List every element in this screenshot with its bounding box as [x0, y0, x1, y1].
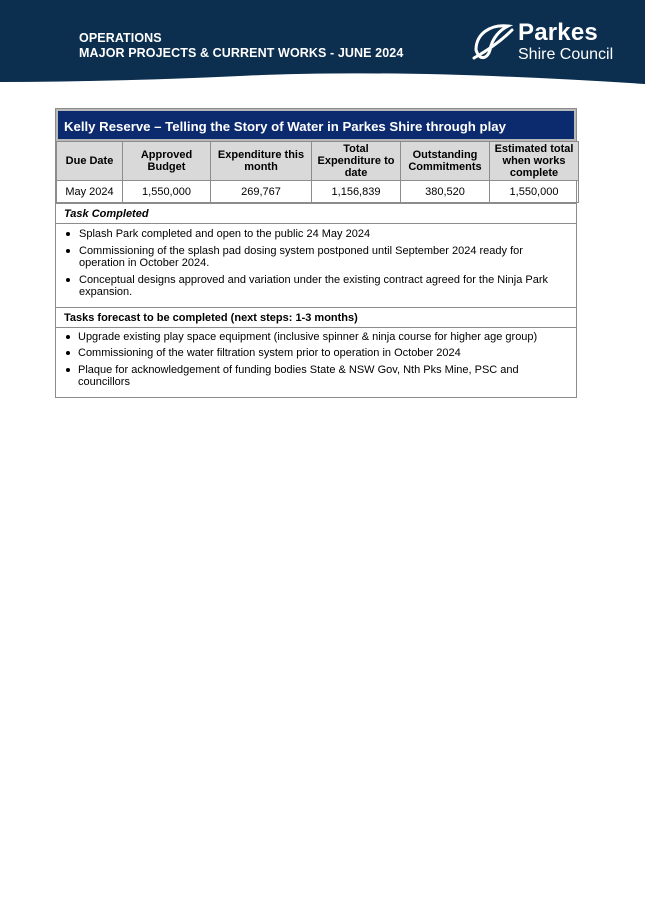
col-total-expenditure: Total Expenditure to date — [312, 142, 401, 181]
col-outstanding: Outstanding Commitments — [401, 142, 490, 181]
completed-list — [56, 223, 576, 307]
col-due-date: Due Date — [57, 142, 123, 181]
completed-heading: Task Completed — [56, 203, 576, 223]
header-title — [79, 31, 403, 61]
cell-approved-budget: 1,550,000 — [123, 181, 211, 203]
col-expenditure-month: Expenditure this month — [211, 142, 312, 181]
col-estimated-total: Estimated total when works complete — [490, 142, 579, 181]
cell-expenditure-month: 269,767 — [211, 181, 312, 203]
list-item: Upgrade existing play space equipment (inclusive spinner & ninja course for higher age group) — [64, 331, 568, 344]
logo-subtitle: Shire Council — [518, 46, 614, 63]
forecast-list — [56, 327, 576, 397]
col-approved-budget: Approved Budget — [123, 142, 211, 181]
table-row — [57, 181, 579, 203]
forecast-heading: Tasks forecast to be completed (next steps: 1-3 months) — [56, 307, 576, 327]
list-item: Splash Park completed and open to the public 24 May 2024 — [64, 228, 568, 241]
cell-estimated-total: 1,550,000 — [490, 181, 579, 203]
cell-total-expenditure: 1,156,839 — [312, 181, 401, 203]
financial-table — [56, 141, 579, 203]
council-logo — [470, 20, 630, 68]
cell-due-date: May 2024 — [57, 181, 123, 203]
project-card — [55, 108, 577, 398]
header-line-2: MAJOR PROJECTS & CURRENT WORKS - JUNE 2024 — [79, 46, 404, 60]
table-header-row — [57, 142, 579, 181]
cell-outstanding: 380,520 — [401, 181, 490, 203]
header-line-1: OPERATIONS — [79, 31, 162, 45]
list-item: Commissioning of the water filtration system prior to operation in October 2024 — [64, 347, 568, 360]
list-item: Conceptual designs approved and variation under the existing contract agreed for the Ninja Park expansion. — [64, 274, 568, 299]
list-item: Plaque for acknowledgement of funding bodies State & NSW Gov, Nth Pks Mine, PSC and councillors — [64, 364, 568, 389]
list-item: Commissioning of the splash pad dosing system postponed until September 2024 ready for operation in October 2024. — [64, 245, 568, 270]
project-title: Kelly Reserve – Telling the Story of Water in Parkes Shire through play — [56, 109, 576, 141]
logo-name: Parkes — [518, 19, 598, 46]
leaf-swoosh-icon — [470, 20, 516, 64]
